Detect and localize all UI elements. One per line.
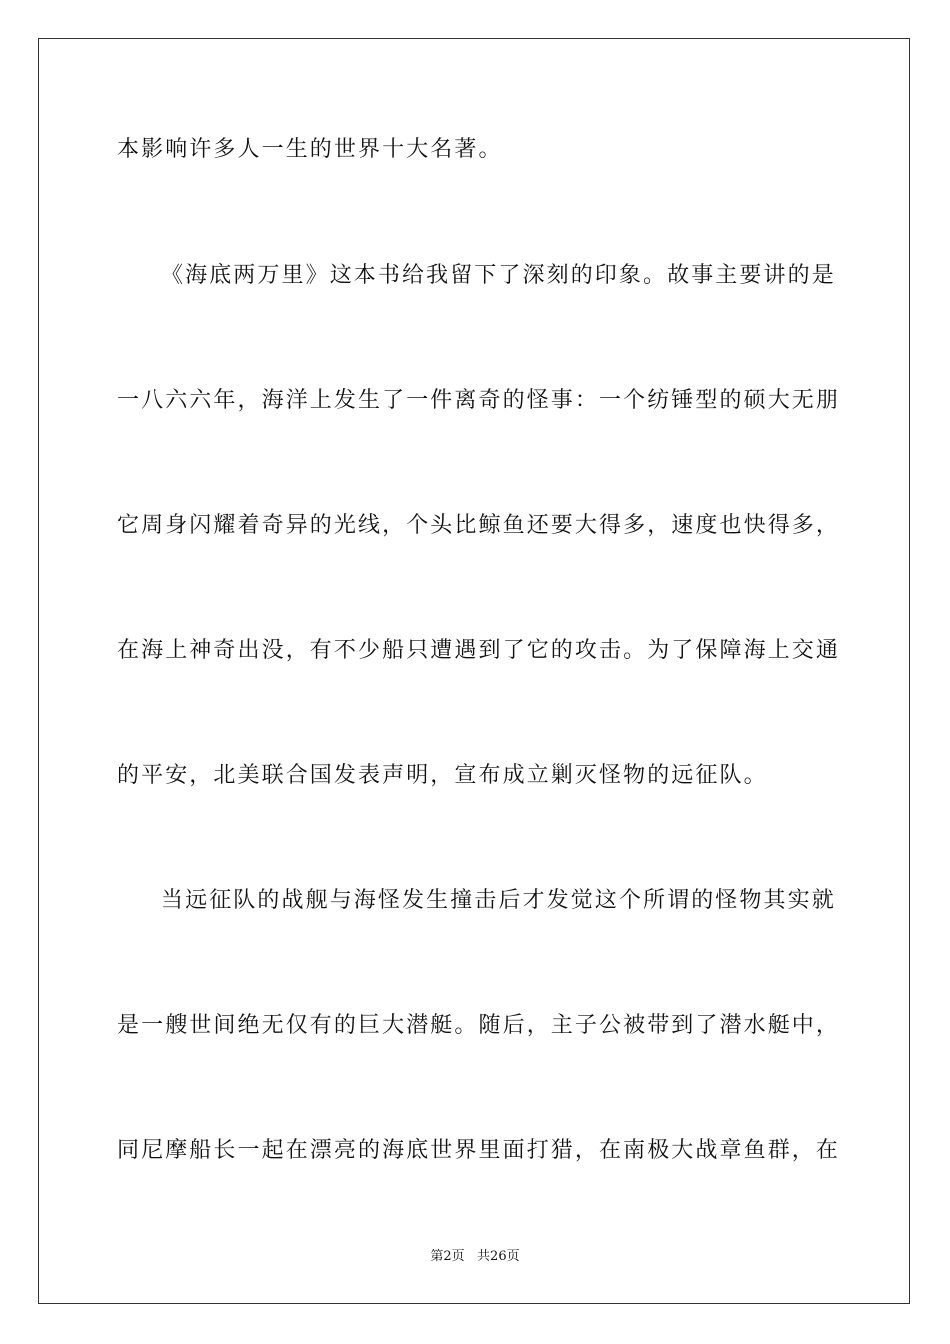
text-line-8: 是一艘世间绝无仅有的巨大潜艇。随后，主子公被带到了潜水艇中，: [117, 1013, 841, 1038]
text-line-9: 同尼摩船长一起在漂亮的海底世界里面打猎，在南极大战章鱼群，在: [117, 1138, 841, 1163]
text-line-6: 的平安，北美联合国发表声明，宣布成立剿灭怪物的远征队。: [117, 763, 768, 788]
text-line-4: 它周身闪耀着奇异的光线，个头比鲸鱼还要大得多，速度也快得多，: [117, 513, 841, 538]
text-line-5: 在海上神奇出没，有不少船只遭遇到了它的攻击。为了保障海上交通: [117, 638, 841, 663]
text-line-2: 《海底两万里》这本书给我留下了深刻的印象。故事主要讲的是: [161, 263, 836, 288]
page-number-footer: 第2页 共26页: [430, 1249, 520, 1264]
page-border: [38, 38, 910, 1304]
text-line-7: 当远征队的战舰与海怪发生撞击后才发觉这个所谓的怪物其实就: [161, 888, 836, 913]
text-line-3: 一八六六年，海洋上发生了一件离奇的怪事：一个纺锤型的硕大无朋: [117, 388, 841, 413]
text-line-1: 本影响许多人一生的世界十大名著。: [117, 137, 503, 162]
